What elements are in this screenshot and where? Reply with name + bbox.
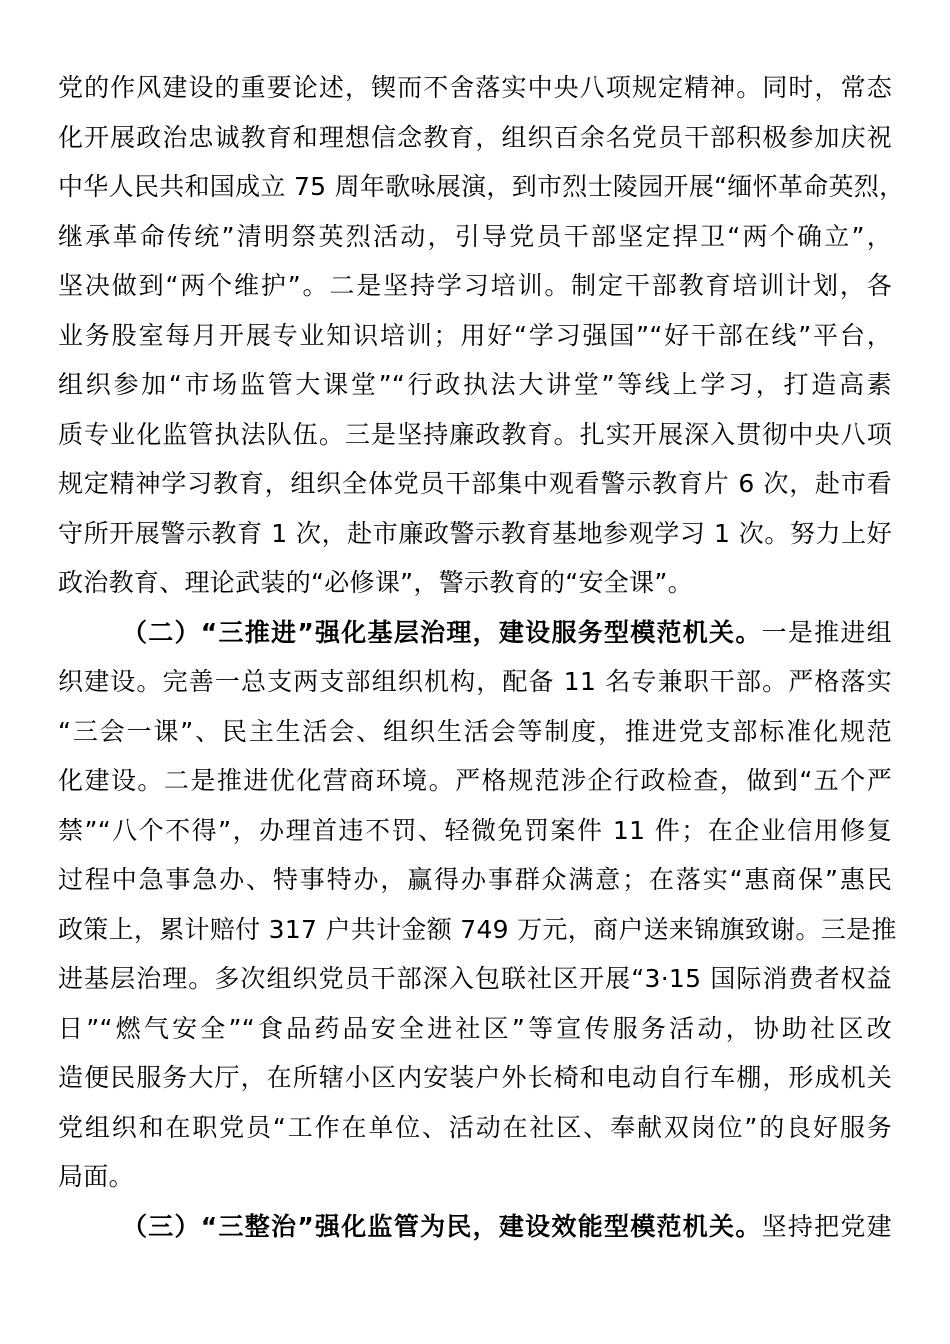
paragraph-line: “三会一课”、民主生活会、组织生活会等制度，推进党支部标准化规范 [58, 717, 892, 746]
paragraph-line: 禁”“八个不得”，办理首违不罚、轻微免罚案件 11 件；在企业信用修复 [58, 816, 892, 845]
paragraph-line: 政治教育、理论武装的“必修课”，警示教育的“安全课”。 [58, 568, 693, 597]
paragraph-line: 过程中急事急办、特事特办，赢得办事群众满意；在落实“惠商保”惠民 [58, 865, 892, 894]
paragraph-line: 守所开展警示教育 1 次，赴市廉政警示教育基地参观学习 1 次。努力上好 [58, 519, 892, 548]
paragraph-line: 党的作风建设的重要论述，锲而不舍落实中央八项规定精神。同时，常态 [58, 73, 892, 102]
paragraph-line: 政策上，累计赔付 317 户共计金额 749 万元，商户送来锦旗致谢。三是推 [58, 915, 897, 944]
paragraph-line: 化建设。二是推进优化营商环境。严格规范涉企行政检查，做到“五个严 [58, 766, 892, 795]
paragraph-line: 继承革命传统”清明祭英烈活动，引导党员干部坚定捍卫“两个确立”， [58, 222, 892, 251]
paragraph-line: 组织参加“市场监管大课堂”“行政执法大讲堂”等线上学习，打造高素 [58, 370, 892, 399]
section-heading: （三）“三整治”强化监管为民，建设效能型模范机关。 [122, 1212, 762, 1241]
section-heading-rest: 一是推进组 [761, 618, 892, 647]
paragraph-line: 坚决做到“两个维护”。二是坚持学习培训。制定干部教育培训计划，各 [58, 271, 892, 300]
section-heading-line [122, 1209, 892, 1245]
section-heading: （二）“三推进”强化基层治理，建设服务型模范机关。 [122, 618, 762, 647]
paragraph-line: 局面。 [58, 1162, 134, 1191]
paragraph-line: 日”“燃气安全”“食品药品安全进社区”等宣传服务活动，协助社区改 [58, 1014, 892, 1043]
paragraph-line: 中华人民共和国成立 75 周年歌咏展演，到市烈士陵园开展“缅怀革命英烈， [58, 172, 905, 201]
paragraph-line: 织建设。完善一总支两支部组织机构，配备 11 名专兼职干部。严格落实 [58, 667, 892, 696]
section-heading-rest: 坚持把党建 [761, 1212, 892, 1241]
paragraph-line: 化开展政治忠诚教育和理想信念教育，组织百余名党员干部积极参加庆祝 [58, 123, 892, 152]
section-heading-line [122, 615, 892, 651]
paragraph-line: 进基层治理。多次组织党员干部深入包联社区开展“3·15 国际消费者权益 [58, 964, 892, 993]
paragraph-line: 业务股室每月开展专业知识培训；用好“学习强国”“好干部在线”平台， [58, 321, 892, 350]
paragraph-line: 造便民服务大厅，在所辖小区内安装户外长椅和电动自行车棚，形成机关 [58, 1063, 892, 1092]
paragraph-line: 党组织和在职党员“工作在单位、活动在社区、奉献双岗位”的良好服务 [58, 1113, 892, 1142]
paragraph-line: 质专业化监管执法队伍。三是坚持廉政教育。扎实开展深入贯彻中央八项 [58, 420, 892, 449]
paragraph-line: 规定精神学习教育，组织全体党员干部集中观看警示教育片 6 次，赴市看 [58, 469, 892, 498]
